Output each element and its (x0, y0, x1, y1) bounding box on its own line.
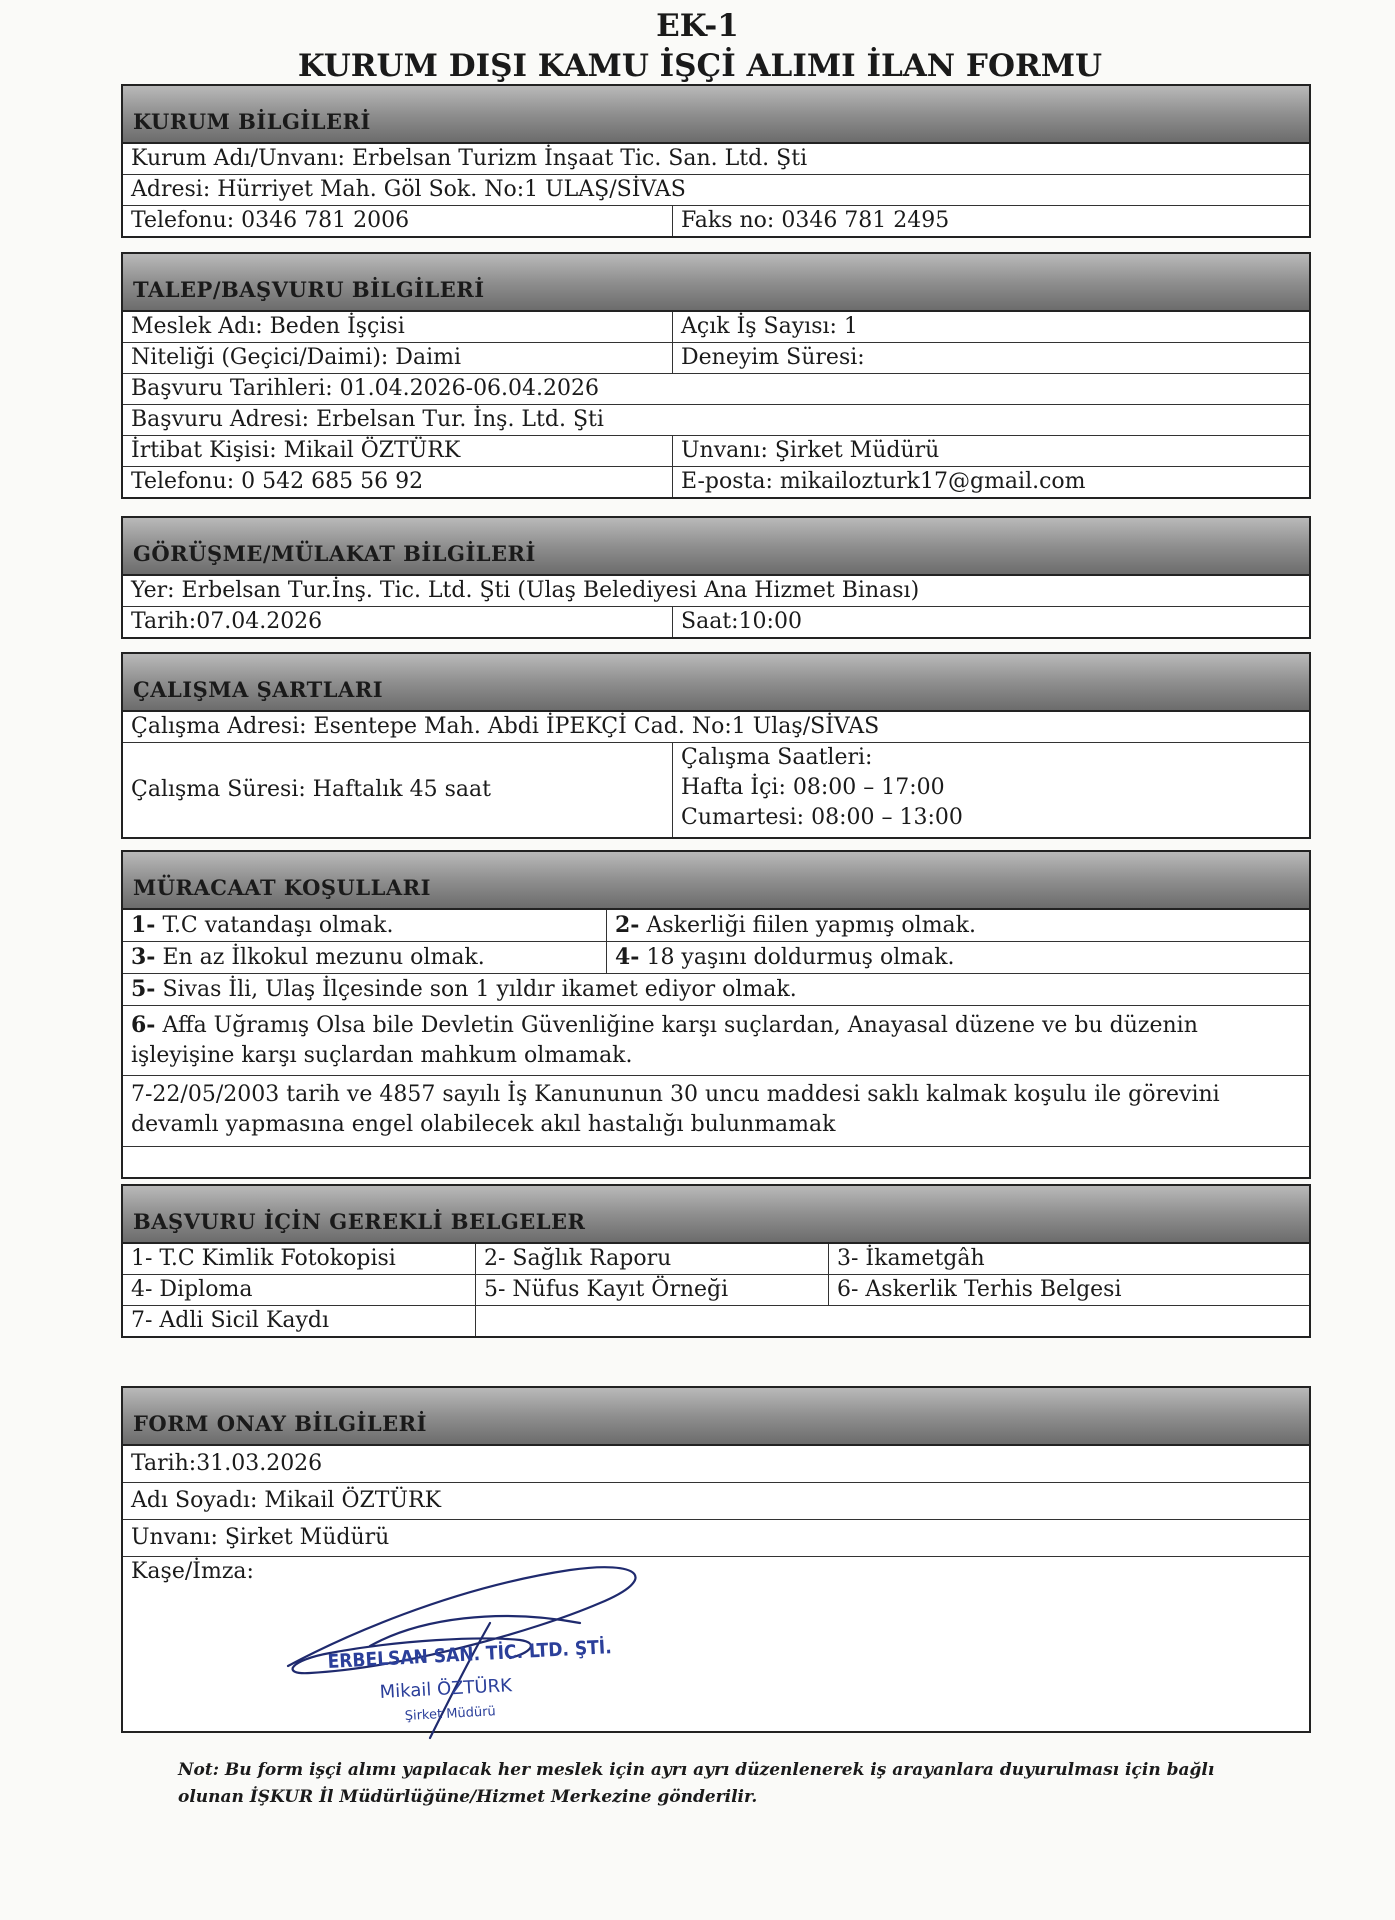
kosul-7: 7-22/05/2003 tarih ve 4857 sayılı İş Kanununun 30 uncu maddesi saklı kalmak koşulu ile görevini devamlı yapmasına engel olabilecek akıl hastalığı bulunmamak (131, 1082, 1220, 1137)
stamp-company: ERBELSAN SAN. TİC. LTD. ŞTİ. (327, 1636, 613, 1673)
gorusme-section (121, 516, 1311, 639)
basvuru-adresi: Başvuru Adresi: Erbelsan Tur. İnş. Ltd. Şti (131, 407, 604, 432)
meslek-adi: Meslek Adı: Beden İşçisi (123, 312, 673, 342)
kurum-adres: Adresi: Hürriyet Mah. Göl Sok. No:1 ULAŞ/SİVAS (131, 177, 686, 202)
calisma-section (121, 652, 1311, 839)
onay-tarih: Tarih:31.03.2026 (131, 1451, 323, 1476)
stamp-title: Şirket Müdürü (404, 1704, 497, 1724)
irtibat-telefonu: Telefonu: 0 542 685 56 92 (123, 467, 673, 497)
belge-4: 4- Diploma (123, 1275, 476, 1305)
irtibat-unvani: Unvanı: Şirket Müdürü (681, 438, 940, 463)
kosul-2: 2- Askerliği fiilen yapmış olmak. (615, 912, 976, 938)
deneyim-suresi: Deneyim Süresi: (681, 345, 865, 370)
kurum-section (121, 84, 1311, 238)
hafta-ici-saatleri: Hafta İçi: 08:00 – 17:00 (681, 775, 945, 800)
footer-note: Not: Bu form işçi alımı yapılacak her meslek için ayrı ayrı düzenlenerek iş arayanlara duyurulması için bağlı olunan İŞKUR İl Müdürlüğüne/Hizmet Merkezine gönderilir. (178, 1760, 1215, 1807)
belge-empty (476, 1306, 1309, 1336)
kosul-6: 6- Affa Uğramış Olsa bile Devletin Güvenliğine karşı suçlardan, Anayasal düzene ve bu düzenin işleyişine karşı suçlardan mahkum olmamak. (131, 1012, 1198, 1068)
muracaat-section (121, 850, 1311, 1179)
gorusme-header: GÖRÜŞME/MÜLAKAT BİLGİLERİ (123, 518, 1309, 576)
form-title: KURUM DIŞI KAMU İŞÇİ ALIMI İLAN FORMU (297, 48, 1103, 84)
calisma-header: ÇALIŞMA ŞARTLARI (123, 654, 1309, 712)
cumartesi-saatleri: Cumartesi: 08:00 – 13:00 (681, 805, 963, 830)
calisma-adresi: Çalışma Adresi: Esentepe Mah. Abdi İPEKÇİ Cad. No:1 Ulaş/SİVAS (131, 714, 880, 739)
gorusme-tarihi: Tarih:07.04.2026 (123, 607, 673, 637)
belgeler-section (121, 1184, 1311, 1338)
kosul-3: 3- En az İlkokul mezunu olmak. (123, 942, 607, 973)
belge-6: 6- Askerlik Terhis Belgesi (837, 1277, 1122, 1302)
talep-header: TALEP/BAŞVURU BİLGİLERİ (123, 254, 1309, 312)
belge-7: 7- Adli Sicil Kaydı (123, 1306, 476, 1336)
kurum-adi: Kurum Adı/Unvanı: Erbelsan Turizm İnşaat Tic. San. Ltd. Şti (131, 146, 808, 171)
form-code: EK-1 (656, 8, 739, 44)
onay-adi-soyadi: Adı Soyadı: Mikail ÖZTÜRK (131, 1488, 441, 1513)
calisma-saatleri-label: Çalışma Saatleri: (681, 745, 873, 770)
onay-unvan: Unvanı: Şirket Müdürü (131, 1525, 390, 1550)
stamp-signature (280, 1548, 660, 1748)
niteligi: Niteliği (Geçici/Daimi): Daimi (123, 343, 673, 373)
onay-header: FORM ONAY BİLGİLERİ (123, 1388, 1309, 1446)
basvuru-tarihleri: Başvuru Tarihleri: 01.04.2026-06.04.2026 (131, 376, 600, 401)
kurum-header: KURUM BİLGİLERİ (123, 86, 1309, 144)
muracaat-header: MÜRACAAT KOŞULLARI (123, 852, 1309, 910)
acik-is-sayisi: Açık İş Sayısı: 1 (681, 314, 858, 339)
kosul-1: 1- T.C vatandaşı olmak. (123, 910, 607, 941)
belge-3: 3- İkametgâh (837, 1246, 985, 1271)
belge-2: 2- Sağlık Raporu (476, 1244, 829, 1274)
belge-1: 1- T.C Kimlik Fotokopisi (123, 1244, 476, 1274)
kosul-4: 4- 18 yaşını doldurmuş olmak. (615, 944, 955, 970)
irtibat-eposta: E-posta: mikailozturk17@gmail.com (681, 469, 1086, 494)
gorusme-yeri: Yer: Erbelsan Tur.İnş. Tic. Ltd. Şti (Ulaş Belediyesi Ana Hizmet Binası) (131, 578, 920, 603)
calisma-saatleri-cell (673, 743, 1309, 837)
kosul-5: 5- Sivas İli, Ulaş İlçesinde son 1 yıldır ikamet ediyor olmak. (131, 976, 797, 1002)
kase-imza-label: Kaşe/İmza: (131, 1559, 254, 1584)
calisma-suresi-cell (123, 743, 673, 837)
stamp-name: Mikail ÖZTÜRK (379, 1675, 513, 1703)
empty-row (123, 1147, 1309, 1177)
irtibat-kisisi: İrtibat Kişisi: Mikail ÖZTÜRK (123, 436, 673, 466)
kurum-faks: Faks no: 0346 781 2495 (681, 208, 950, 233)
talep-section (121, 252, 1311, 499)
kurum-telefon: Telefonu: 0346 781 2006 (123, 206, 673, 236)
calisma-suresi: Çalışma Süresi: Haftalık 45 saat (131, 777, 491, 802)
belgeler-header: BAŞVURU İÇİN GEREKLİ BELGELER (123, 1186, 1309, 1244)
gorusme-saati: Saat:10:00 (681, 609, 802, 634)
belge-5: 5- Nüfus Kayıt Örneği (476, 1275, 829, 1305)
